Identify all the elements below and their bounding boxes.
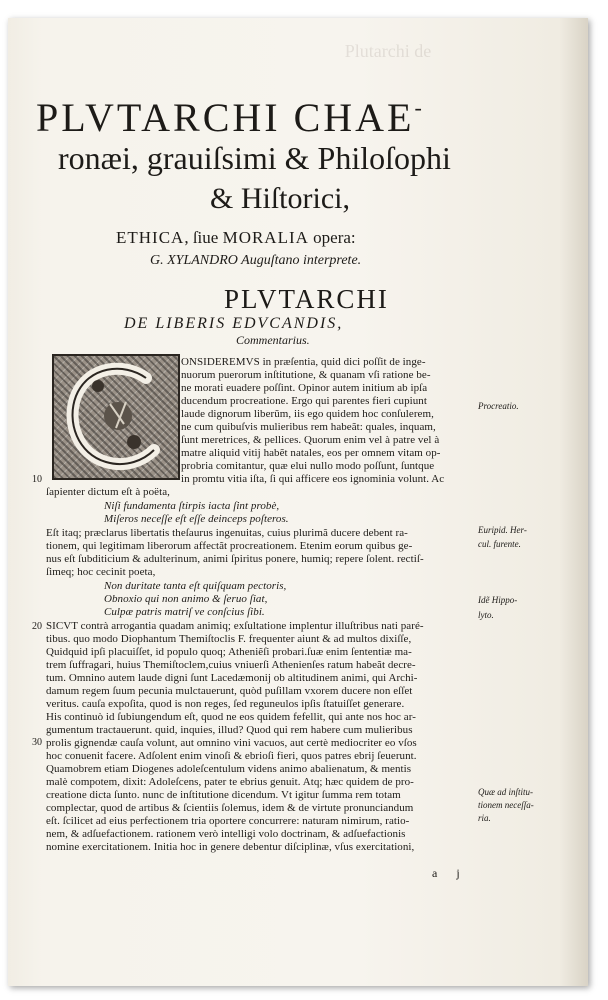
- margin-note: Procreatio.: [478, 401, 519, 411]
- body-text-line: nomine exercitationem. Initia hoc in genere debentur diſciplinæ, vſus exercitationi,: [46, 841, 415, 853]
- body-text-line: Culpæ patris matriſ ve conſcius ſibi.: [104, 606, 265, 618]
- body-text-line: damum regem ſuum pecunia mulctauerunt, quòd puſillam vxorem ducere non eſſet: [46, 685, 413, 697]
- body-text-line: gumentum tractauerunt. quid, inquies, illud? Quod qui rem habere cum mulieribus: [46, 724, 413, 736]
- body-text-line: Non duritate tanta eſt quiſquam pectoris,: [104, 580, 287, 592]
- body-text-line: ONSIDEREMVS in præſentia, quid dici poſſit de inge-: [181, 356, 426, 368]
- body-text-line: complectar, quod de artibus & ſcientiis ſolemus, idem & de virtute pronunciandum: [46, 802, 414, 814]
- body-text-line: hoc conuenit facere. Adſolent enim vinoſi & ebrioſi fieri, quos patres ebrij ſeuerunt.: [46, 750, 417, 762]
- body-text-line: His continuò id ſubiungendum eſt, quod ne eos quidem fefellit, qui ante nos hoc ar-: [46, 711, 416, 723]
- margin-note: Idẽ Hippo-: [478, 595, 518, 605]
- body-text-line: nem, & adſuefactionem. rationem verò intelligi volo doctrinam, & adſuefactionis: [46, 828, 406, 840]
- title-line-4: ETHICA, ſiue MORALIA opera:: [116, 228, 356, 247]
- body-text-line: ſunt meretrices, & pellices. Quorum enim vel à patre vel à: [181, 434, 440, 446]
- body-text-line: matre aliquid vitij habẽt natales, eos per omnem vitam op-: [181, 447, 441, 459]
- body-text-line: creatione dicta ſunto. nunc de inſtitutione dicendum. Vt igitur ſumma rem totam: [46, 789, 401, 801]
- margin-note: tionem neceſſa-: [478, 800, 534, 810]
- body-text-line: Obnoxio qui non animo & ſeruo ſiat,: [104, 593, 268, 605]
- body-text-line: nuorum puerorum inſtitutione, & quanam vſi ratione be-: [181, 369, 431, 381]
- body-text-line: veritus. cauſa expoſita, quod is non reges, ſed reguneulos ipſis ſtatuiſſet generare.: [46, 698, 405, 710]
- signature-mark: a j: [432, 866, 468, 880]
- body-text-line: tionem, qui legitimam liberorum affectãt procreationem. Etenim eorum quibus ge-: [46, 540, 413, 552]
- section-heading: PLVTARCHI: [224, 284, 389, 314]
- body-text-line: prolis gignendæ cauſa volunt, aut omnino vini vacuos, aut certè mediocriter eo vſos: [46, 737, 417, 749]
- body-text-line: Niſi fundamenta ſtirpis iacta ſint probè,: [104, 500, 280, 512]
- body-text-line: Quidquid ipſi placuiſſet, id populo quoq; Atheniẽſi probari.ſuæ enim ſententiæ ma-: [46, 646, 412, 658]
- body-text-line: laude dignorum liberũm, iis ego quidem hoc conſulerem,: [181, 408, 434, 420]
- body-text-line: ſimeq; hoc cecinit poeta,: [46, 566, 156, 578]
- body-text-line: Miſeros neceſſe eſt eſſe deinceps poſteros.: [104, 513, 289, 525]
- body-text-line: Quamobrem etiam Diogenes adoleſcentulum videns animo abalienatum, & mentis: [46, 763, 412, 775]
- margin-note: Euripid. Her-: [478, 525, 527, 535]
- body-text-line: ne morati euadere poſſint. Opinor autem initium ab ipſa: [181, 382, 428, 394]
- body-text-line: tibus. quo modo Diophantum Themiſtoclis F. frequenter aiunt & ad multos dixiſſe,: [46, 633, 412, 645]
- show-through-text: Plutarchi de: [344, 41, 432, 61]
- margin-note: lyto.: [478, 610, 494, 620]
- body-text-line: Eſt itaq; præclarus libertatis theſaurus ingenuitas, cuius plurimã ducere debent ra-: [46, 527, 408, 539]
- line-number: 10: [32, 474, 42, 485]
- title-line-2: ronæi, grauiſsimi & Philoſophi: [58, 140, 451, 176]
- body-text-line: tum. Omnino autem laude digni ſunt Lacedæmonij ob altitudinem animi, qui Archi-: [46, 672, 418, 684]
- body-text-line: eſt. ſcilicet ad eius perfectionem tria oportere concurrere: naturam nimirum, ratio-: [46, 815, 410, 827]
- section-subheading: DE LIBERIS EDVCANDIS,: [124, 315, 344, 332]
- line-number: 20: [32, 621, 42, 632]
- body-text-line: in promtu vitia iſta, ſi qui afficere eos ignominia volunt. Ac: [181, 473, 445, 485]
- margin-note: ria.: [478, 813, 491, 823]
- book-page: [8, 18, 588, 986]
- margin-note: cul. furente.: [478, 539, 521, 549]
- section-commentarius: Commentarius.: [236, 333, 310, 347]
- interpreter-line: G. XYLANDRO Auguſtano interprete.: [150, 253, 362, 268]
- margin-note: Quæ ad inſtitu-: [478, 787, 534, 797]
- body-text-line: ſapienter dictum eſt à poëta,: [46, 486, 170, 498]
- body-text-line: probria comitantur, quæ elui nullo modo poſſunt, ſuntque: [181, 460, 435, 472]
- body-text-line: nus eſt ſubditicium & adulterinum, animi ſpiritus ponere, humiq; repere ſolent. rectiſ-: [46, 553, 424, 565]
- title-line-1: PLVTARCHI CHAE-: [36, 95, 422, 140]
- line-number: 30: [32, 737, 42, 748]
- body-text-line: SICVT contrà arrogantia quadam animiq; exſultatione implentur illuſtribus nati paré-: [46, 620, 424, 632]
- body-text-line: malè compotem, dixit: Adoleſcens, pater te ebrius genuit. Atq; hæc quidem de pro-: [46, 776, 414, 788]
- body-text-line: trem ſuffragari, huius Themiſtoclem,cuius vniuerſi Athenienſes ratum habeãt decre-: [46, 659, 416, 671]
- body-text-line: ducendum procreatione. Ergo qui parentes fieri cupiunt: [181, 395, 427, 407]
- body-text-line: ne cum quibuſvis mulieribus rem habeãt: quales, inquam,: [181, 421, 436, 433]
- title-line-3: & Hiſtorici,: [210, 182, 350, 215]
- decorated-initial-c-icon: [52, 354, 180, 480]
